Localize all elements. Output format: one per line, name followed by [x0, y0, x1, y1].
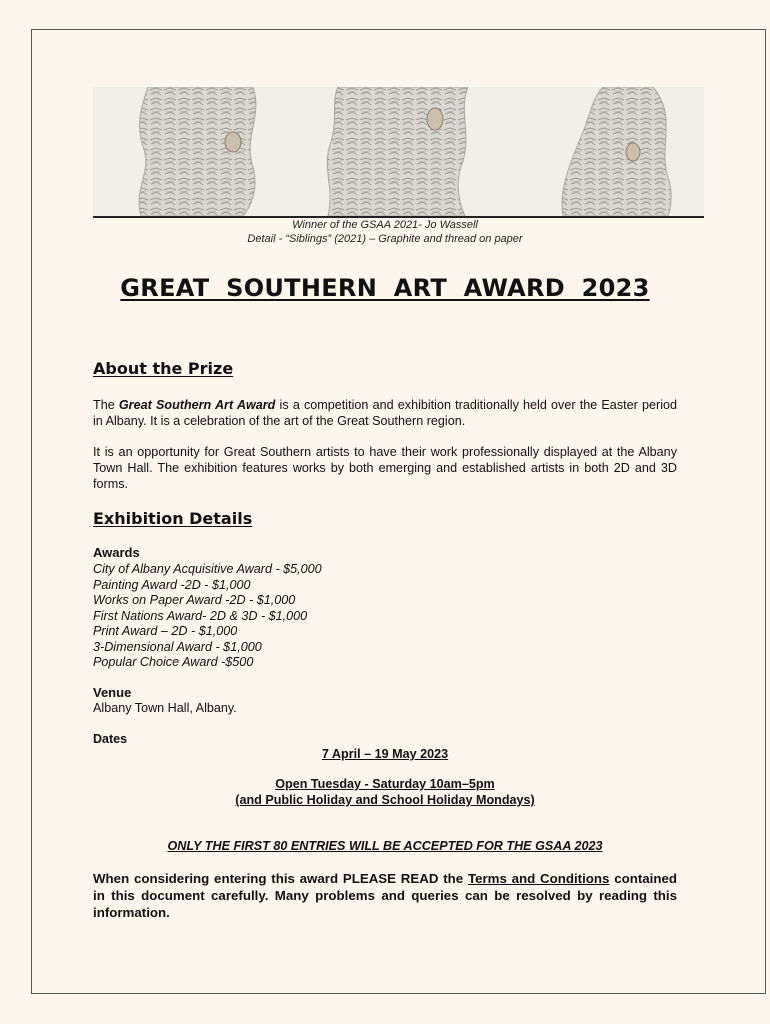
venue-label: Venue: [93, 685, 132, 700]
artwork-form-middle: [327, 87, 468, 216]
artwork-form-left: [139, 87, 256, 216]
exhibition-heading: Exhibition Details: [93, 509, 253, 528]
venue-text: Albany Town Hall, Albany.: [93, 701, 237, 715]
award-item: Print Award – 2D - $1,000: [93, 624, 238, 638]
award-item: Works on Paper Award -2D - $1,000: [93, 593, 296, 607]
opening-hours: Open Tuesday - Saturday 10am–5pm: [275, 777, 495, 791]
awards-label: Awards: [93, 545, 140, 560]
about-heading: About the Prize: [93, 359, 234, 378]
awards-list: [93, 562, 322, 671]
exhibition-dates: 7 April – 19 May 2023: [321, 747, 449, 761]
artwork-pebble-middle: [427, 108, 443, 130]
award-item: City of Albany Acquisitive Award - $5,000: [93, 562, 322, 576]
artwork-pebble-right: [626, 143, 640, 161]
artwork-caption-winner: Winner of the GSAA 2021- Jo Wassell: [292, 219, 478, 231]
terms-and-conditions-link[interactable]: Terms and Conditions: [467, 871, 610, 886]
award-item: Painting Award -2D - $1,000: [93, 577, 251, 592]
award-name-emphasis: Great Southern Art Award: [118, 398, 276, 412]
artwork-caption-detail: Detail - “Siblings” (2021) – Graphite and thread on paper: [247, 233, 523, 245]
about-paragraph-2: It is an opportunity for Great Southern artists to have their work professionally displayed at the Albany Town Hall. The exhibition features works by both emerging and established artists in both 2D and 3D forms.: [93, 445, 677, 491]
document-title: GREAT SOUTHERN ART AWARD 2023: [120, 274, 650, 302]
award-item: Popular Choice Award -$500: [93, 655, 254, 669]
about-paragraph-1: The Great Southern Art Award is a competition and exhibition traditionally held over the Easter period in Albany. It is a celebration of the art of the Great Southern region.: [93, 398, 677, 428]
opening-hours-note: (and Public Holiday and School Holiday Mondays): [235, 793, 535, 807]
award-item: First Nations Award- 2D & 3D - $1,000: [93, 608, 308, 623]
dates-label: Dates: [93, 732, 128, 746]
award-item: 3-Dimensional Award - $1,000: [93, 639, 262, 654]
entries-notice: ONLY THE FIRST 80 ENTRIES WILL BE ACCEPTED FOR THE GSAA 2023: [167, 839, 603, 853]
closing-paragraph: When considering entering this award PLEASE READ the Terms and Conditions contained in this document carefully. Many problems and queries can be resolved by reading this information.: [93, 871, 677, 920]
artwork-image: [93, 87, 704, 216]
artwork-underline: [93, 216, 704, 218]
artwork-pebble-left: [225, 132, 241, 152]
